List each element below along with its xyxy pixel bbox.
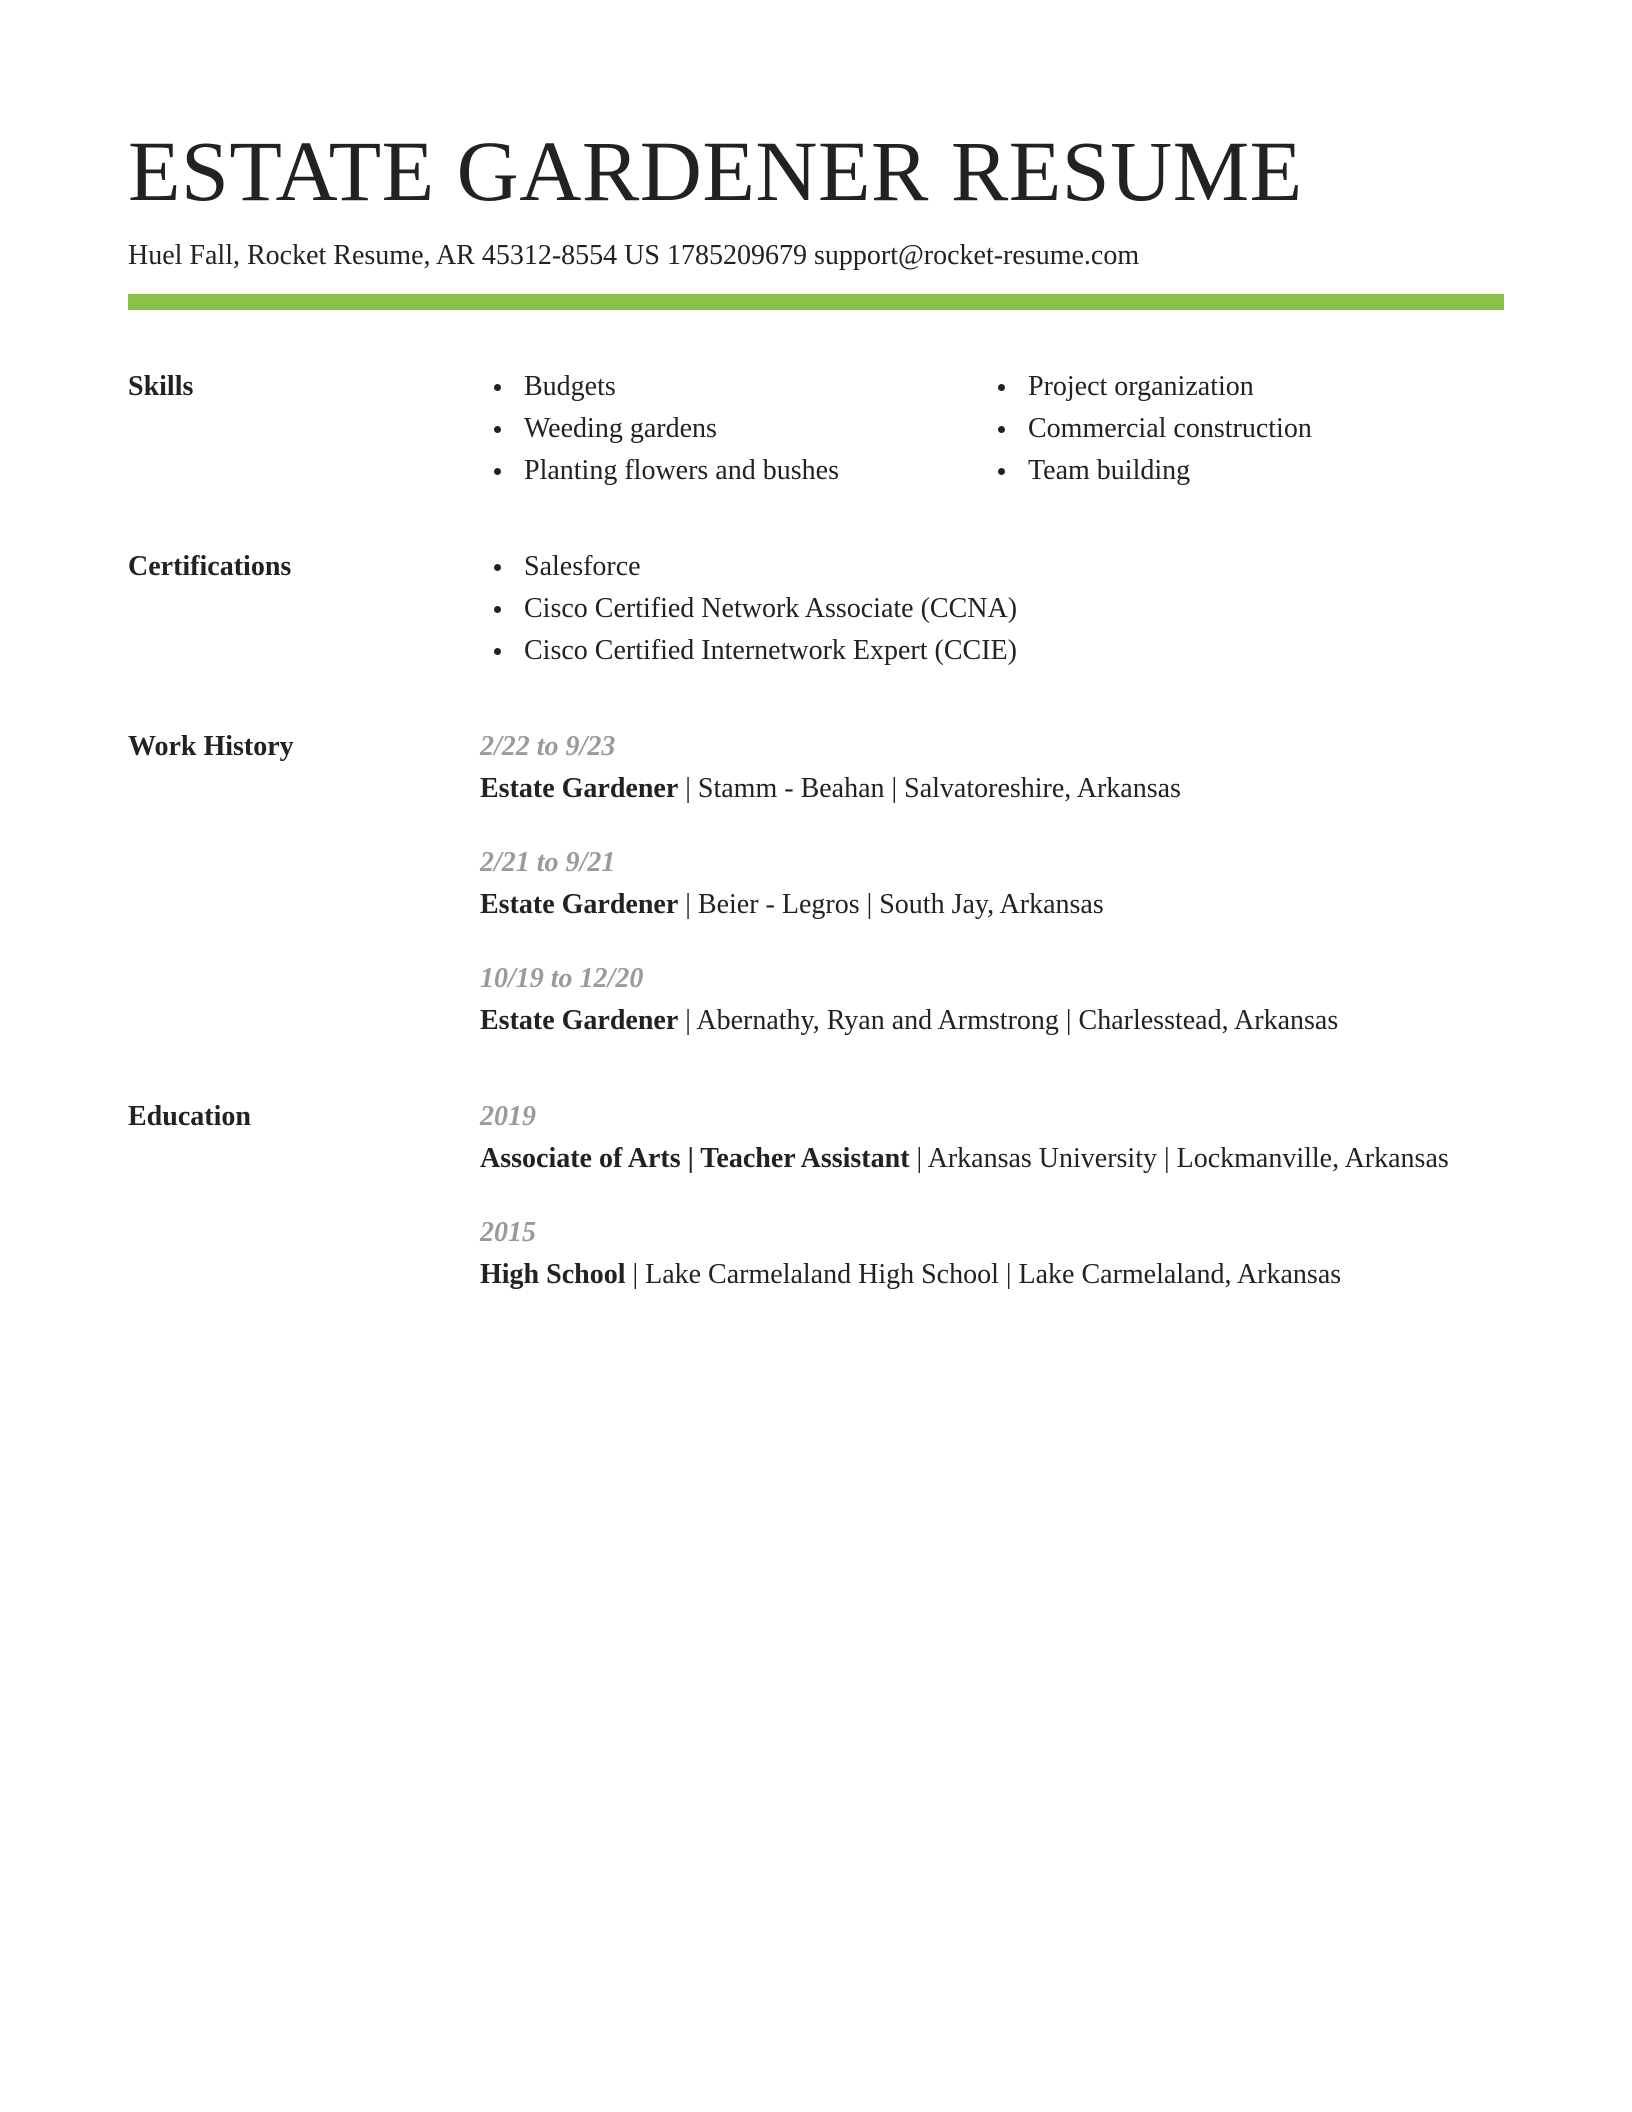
certifications-section: [128, 546, 1504, 672]
work-dates: 10/19 to 12/20: [480, 963, 644, 994]
job-location: Charlesstead, Arkansas: [1078, 1005, 1339, 1036]
job-title: Estate Gardener: [480, 889, 679, 920]
certifications-list: [480, 546, 1504, 672]
accent-divider: [128, 294, 1504, 310]
company-name: Abernathy, Ryan and Armstrong: [696, 1005, 1059, 1036]
section-label-skills: Skills: [128, 371, 194, 402]
job-location: South Jay, Arkansas: [879, 889, 1104, 920]
separator: [1157, 1143, 1177, 1174]
education-section: [128, 1096, 1504, 1296]
job-location: Salvatoreshire, Arkansas: [904, 773, 1181, 804]
skill-item: Weeding gardens: [480, 408, 984, 450]
degree-name: Associate of Arts | Teacher Assistant: [480, 1143, 910, 1174]
company-name: Beier - Legros: [697, 889, 860, 920]
certification-item: Salesforce: [480, 546, 1504, 588]
contact-phone: 1785209679: [666, 240, 807, 271]
skills-list: [480, 366, 1504, 492]
education-entry: [480, 1096, 1504, 1180]
skill-item: Budgets: [480, 366, 984, 408]
separator: [999, 1259, 1019, 1290]
separator: [678, 773, 698, 804]
separator: [678, 1005, 696, 1036]
contact-email: support@rocket-resume.com: [813, 240, 1140, 271]
education-entry: [480, 1212, 1504, 1296]
work-history-list: [480, 726, 1504, 1042]
contact-address: Huel Fall, Rocket Resume, AR 45312-8554 US: [128, 240, 660, 271]
education-list: [480, 1096, 1504, 1296]
school-location: Lake Carmelaland, Arkansas: [1018, 1259, 1342, 1290]
separator: [1059, 1005, 1079, 1036]
work-dates: 2/21 to 9/21: [480, 847, 616, 878]
separator: [885, 773, 905, 804]
work-dates: 2/22 to 9/23: [480, 731, 616, 762]
separator: [678, 889, 698, 920]
work-entry: [480, 842, 1504, 926]
separator: [910, 1143, 928, 1174]
work-details: [480, 768, 1504, 810]
certification-item: Cisco Certified Network Associate (CCNA): [480, 588, 1504, 630]
work-details: [480, 1000, 1504, 1042]
school-name: Lake Carmelaland High School: [645, 1259, 999, 1290]
education-year: 2015: [480, 1217, 536, 1248]
job-title: Estate Gardener: [480, 773, 679, 804]
education-details: [480, 1254, 1504, 1296]
skill-item: Project organization: [984, 366, 1488, 408]
separator: [625, 1259, 645, 1290]
skill-item: Planting flowers and bushes: [480, 450, 984, 492]
section-label-education: Education: [128, 1101, 251, 1132]
work-details: [480, 884, 1504, 926]
skills-column-1: [480, 366, 984, 492]
company-name: Stamm - Beahan: [697, 773, 885, 804]
skills-column-2: [984, 366, 1488, 492]
skills-section: [128, 366, 1504, 492]
section-label-certifications: Certifications: [128, 551, 292, 582]
degree-name: High School: [480, 1259, 626, 1290]
resume-title: ESTATE GARDENER RESUME: [128, 123, 1303, 219]
education-details: [480, 1138, 1504, 1180]
certification-item: Cisco Certified Internetwork Expert (CCIE): [480, 630, 1504, 672]
work-history-section: [128, 726, 1504, 1042]
work-entry: [480, 726, 1504, 810]
job-title: Estate Gardener: [480, 1005, 679, 1036]
school-name: Arkansas University: [927, 1143, 1157, 1174]
school-location: Lockmanville, Arkansas: [1176, 1143, 1449, 1174]
separator: [860, 889, 880, 920]
skill-item: Commercial construction: [984, 408, 1488, 450]
section-label-work-history: Work History: [128, 731, 294, 762]
work-entry: [480, 958, 1504, 1042]
contact-line: [128, 238, 1504, 274]
skill-item: Team building: [984, 450, 1488, 492]
education-year: 2019: [480, 1101, 536, 1132]
